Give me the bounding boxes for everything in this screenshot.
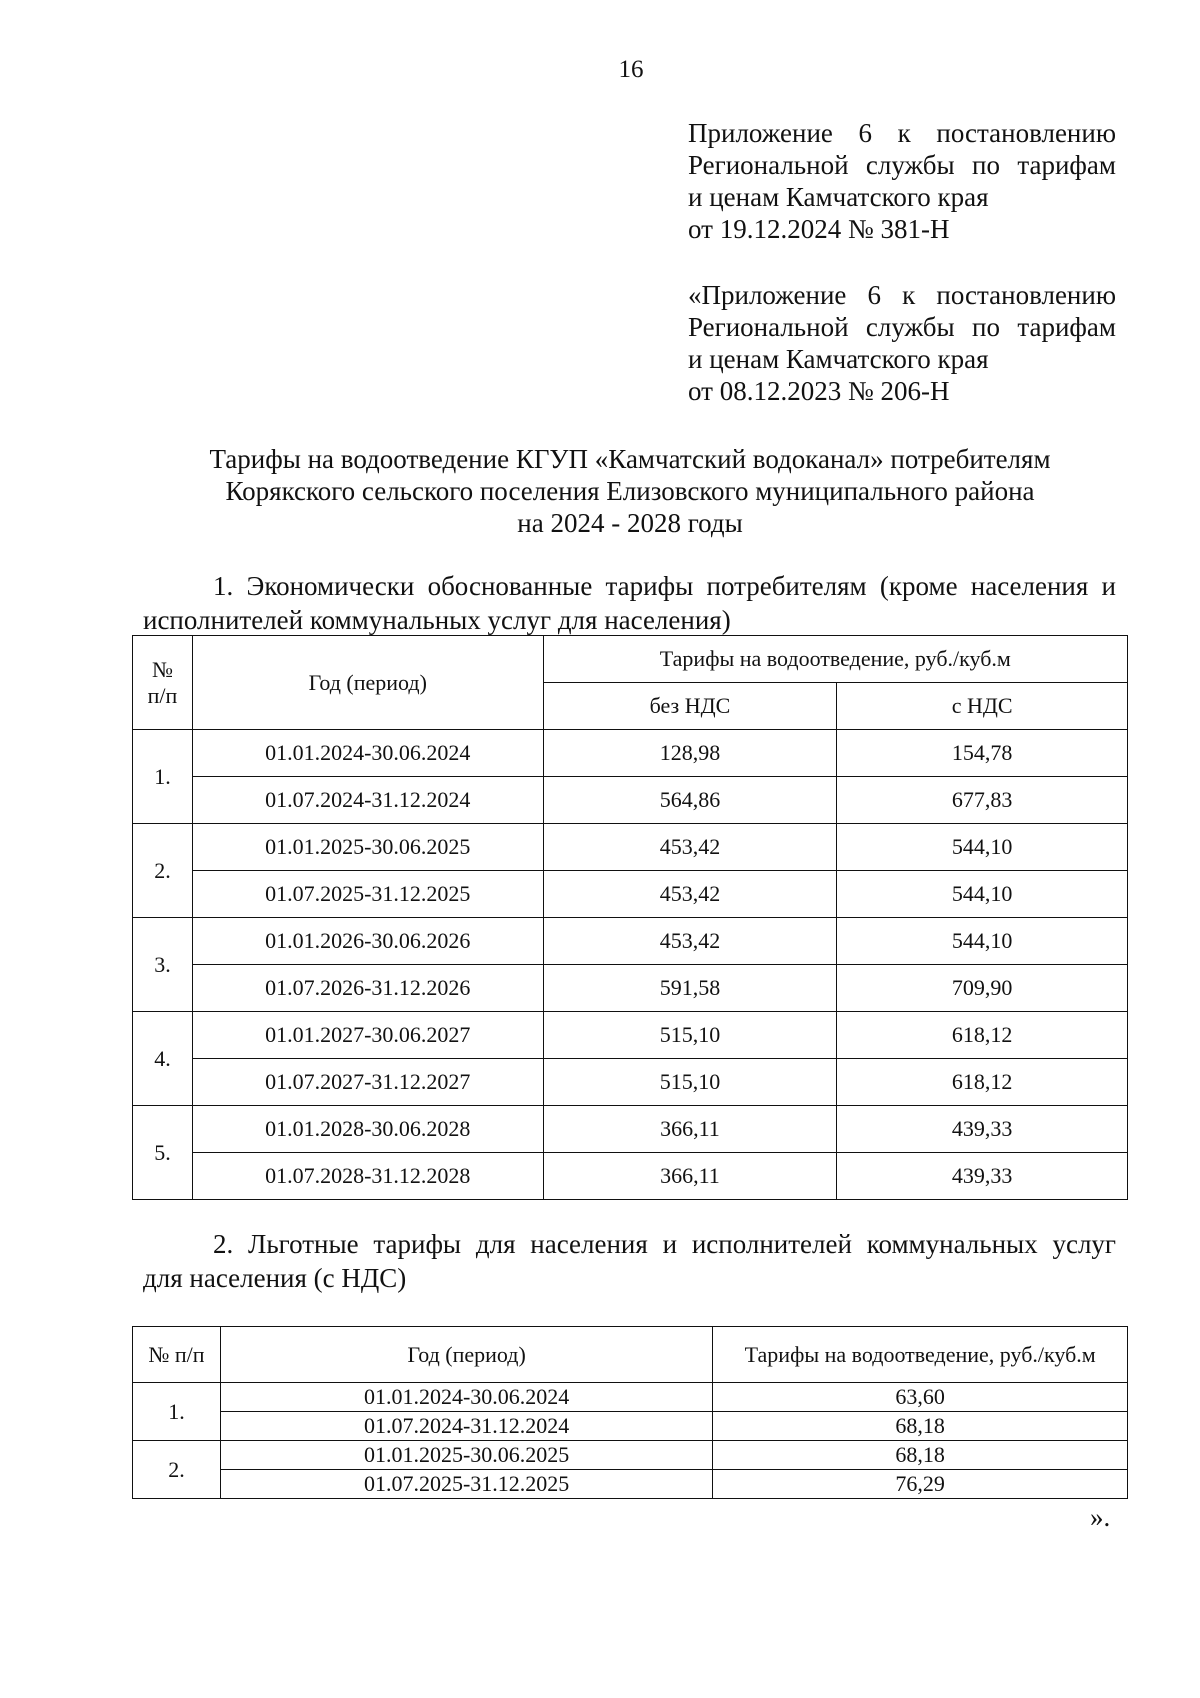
row-number: 1. <box>133 730 193 824</box>
column-header-vat: с НДС <box>837 683 1128 730</box>
title-line: на 2024 - 2028 годы <box>517 508 743 538</box>
appendix-line: от 08.12.2023 № 206-Н <box>688 376 950 406</box>
column-header-number: № п/п <box>133 1327 221 1383</box>
tariff-vat-cell: 544,10 <box>837 918 1128 965</box>
period-cell: 01.07.2027-31.12.2027 <box>192 1059 543 1106</box>
period-cell: 01.07.2026-31.12.2026 <box>192 965 543 1012</box>
heading-line: 2. Льготные тарифы для населения и исполнителей коммунальных услуг <box>213 1229 1116 1259</box>
column-header-period: Год (период) <box>220 1327 712 1383</box>
period-cell: 01.07.2025-31.12.2025 <box>192 871 543 918</box>
column-header-no-vat: без НДС <box>543 683 837 730</box>
table-row <box>133 965 1128 1012</box>
tariff-no-vat-cell: 128,98 <box>543 730 837 777</box>
document-title <box>130 443 1130 539</box>
tariff-no-vat-cell: 366,11 <box>543 1153 837 1200</box>
table-row <box>133 1470 1128 1499</box>
period-cell: 01.01.2027-30.06.2027 <box>192 1012 543 1059</box>
title-line: Корякского сельского поселения Елизовского муниципального района <box>225 476 1035 506</box>
appendix-line: Региональной службы по тарифам <box>688 312 1116 342</box>
tariff-cell: 68,18 <box>713 1441 1128 1470</box>
heading-line: 1. Экономически обоснованные тарифы потребителям (кроме населения и <box>213 571 1116 601</box>
row-number: 1. <box>133 1383 221 1441</box>
section-2-heading <box>143 1227 1116 1295</box>
heading-line: исполнителей коммунальных услуг для населения) <box>143 605 731 635</box>
table-row <box>133 824 1128 871</box>
period-cell: 01.01.2024-30.06.2024 <box>192 730 543 777</box>
closing-quote-mark: ». <box>1090 1502 1111 1532</box>
tariff-no-vat-cell: 515,10 <box>543 1012 837 1059</box>
period-cell: 01.07.2024-31.12.2024 <box>220 1412 712 1441</box>
appendix-reference-quoted <box>688 279 1116 407</box>
tariff-vat-cell: 544,10 <box>837 871 1128 918</box>
period-cell: 01.01.2024-30.06.2024 <box>220 1383 712 1412</box>
appendix-line: Приложение 6 к постановлению <box>688 118 1116 148</box>
tariff-no-vat-cell: 366,11 <box>543 1106 837 1153</box>
table-row <box>133 1153 1128 1200</box>
tariff-vat-cell: 618,12 <box>837 1012 1128 1059</box>
column-header-tariffs: Тарифы на водоотведение, руб./куб.м <box>543 636 1127 683</box>
row-number: 5. <box>133 1106 193 1200</box>
tariff-no-vat-cell: 564,86 <box>543 777 837 824</box>
table-row <box>133 918 1128 965</box>
appendix-reference-current <box>688 117 1116 245</box>
column-header-period: Год (период) <box>192 636 543 730</box>
economic-tariffs-table <box>132 635 1128 1200</box>
row-number: 3. <box>133 918 193 1012</box>
column-header-tariff: Тарифы на водоотведение, руб./куб.м <box>713 1327 1128 1383</box>
preferential-tariffs-table <box>132 1326 1128 1499</box>
tariff-vat-cell: 154,78 <box>837 730 1128 777</box>
tariff-no-vat-cell: 591,58 <box>543 965 837 1012</box>
tariff-cell: 76,29 <box>713 1470 1128 1499</box>
table-row <box>133 1106 1128 1153</box>
tariff-vat-cell: 677,83 <box>837 777 1128 824</box>
period-cell: 01.01.2025-30.06.2025 <box>220 1441 712 1470</box>
row-number: 4. <box>133 1012 193 1106</box>
table-row <box>133 730 1128 777</box>
table-row <box>133 777 1128 824</box>
tariff-vat-cell: 544,10 <box>837 824 1128 871</box>
period-cell: 01.01.2026-30.06.2026 <box>192 918 543 965</box>
tariff-no-vat-cell: 453,42 <box>543 918 837 965</box>
row-number: 2. <box>133 824 193 918</box>
appendix-line: Региональной службы по тарифам <box>688 150 1116 180</box>
table-row <box>133 871 1128 918</box>
row-number: 2. <box>133 1441 221 1499</box>
period-cell: 01.01.2028-30.06.2028 <box>192 1106 543 1153</box>
period-cell: 01.07.2028-31.12.2028 <box>192 1153 543 1200</box>
tariff-no-vat-cell: 453,42 <box>543 871 837 918</box>
heading-line: для населения (с НДС) <box>143 1263 407 1293</box>
tariff-vat-cell: 439,33 <box>837 1106 1128 1153</box>
tariff-vat-cell: 709,90 <box>837 965 1128 1012</box>
period-cell: 01.07.2025-31.12.2025 <box>220 1470 712 1499</box>
column-header-number: № п/п <box>133 636 193 730</box>
table-row <box>133 1059 1128 1106</box>
period-cell: 01.01.2025-30.06.2025 <box>192 824 543 871</box>
tariff-cell: 68,18 <box>713 1412 1128 1441</box>
table-row <box>133 1012 1128 1059</box>
appendix-line: от 19.12.2024 № 381-Н <box>688 214 950 244</box>
period-cell: 01.07.2024-31.12.2024 <box>192 777 543 824</box>
table-row <box>133 1383 1128 1412</box>
title-line: Тарифы на водоотведение КГУП «Камчатский водоканал» потребителям <box>209 444 1051 474</box>
table-row <box>133 1441 1128 1470</box>
appendix-line: и ценам Камчатского края <box>688 182 989 212</box>
tariff-vat-cell: 618,12 <box>837 1059 1128 1106</box>
page-number: 16 <box>618 56 644 83</box>
section-1-heading <box>143 569 1116 637</box>
appendix-line: и ценам Камчатского края <box>688 344 989 374</box>
tariff-cell: 63,60 <box>713 1383 1128 1412</box>
tariff-no-vat-cell: 515,10 <box>543 1059 837 1106</box>
appendix-line: «Приложение 6 к постановлению <box>688 280 1116 310</box>
tariff-vat-cell: 439,33 <box>837 1153 1128 1200</box>
tariff-no-vat-cell: 453,42 <box>543 824 837 871</box>
table-row <box>133 1412 1128 1441</box>
